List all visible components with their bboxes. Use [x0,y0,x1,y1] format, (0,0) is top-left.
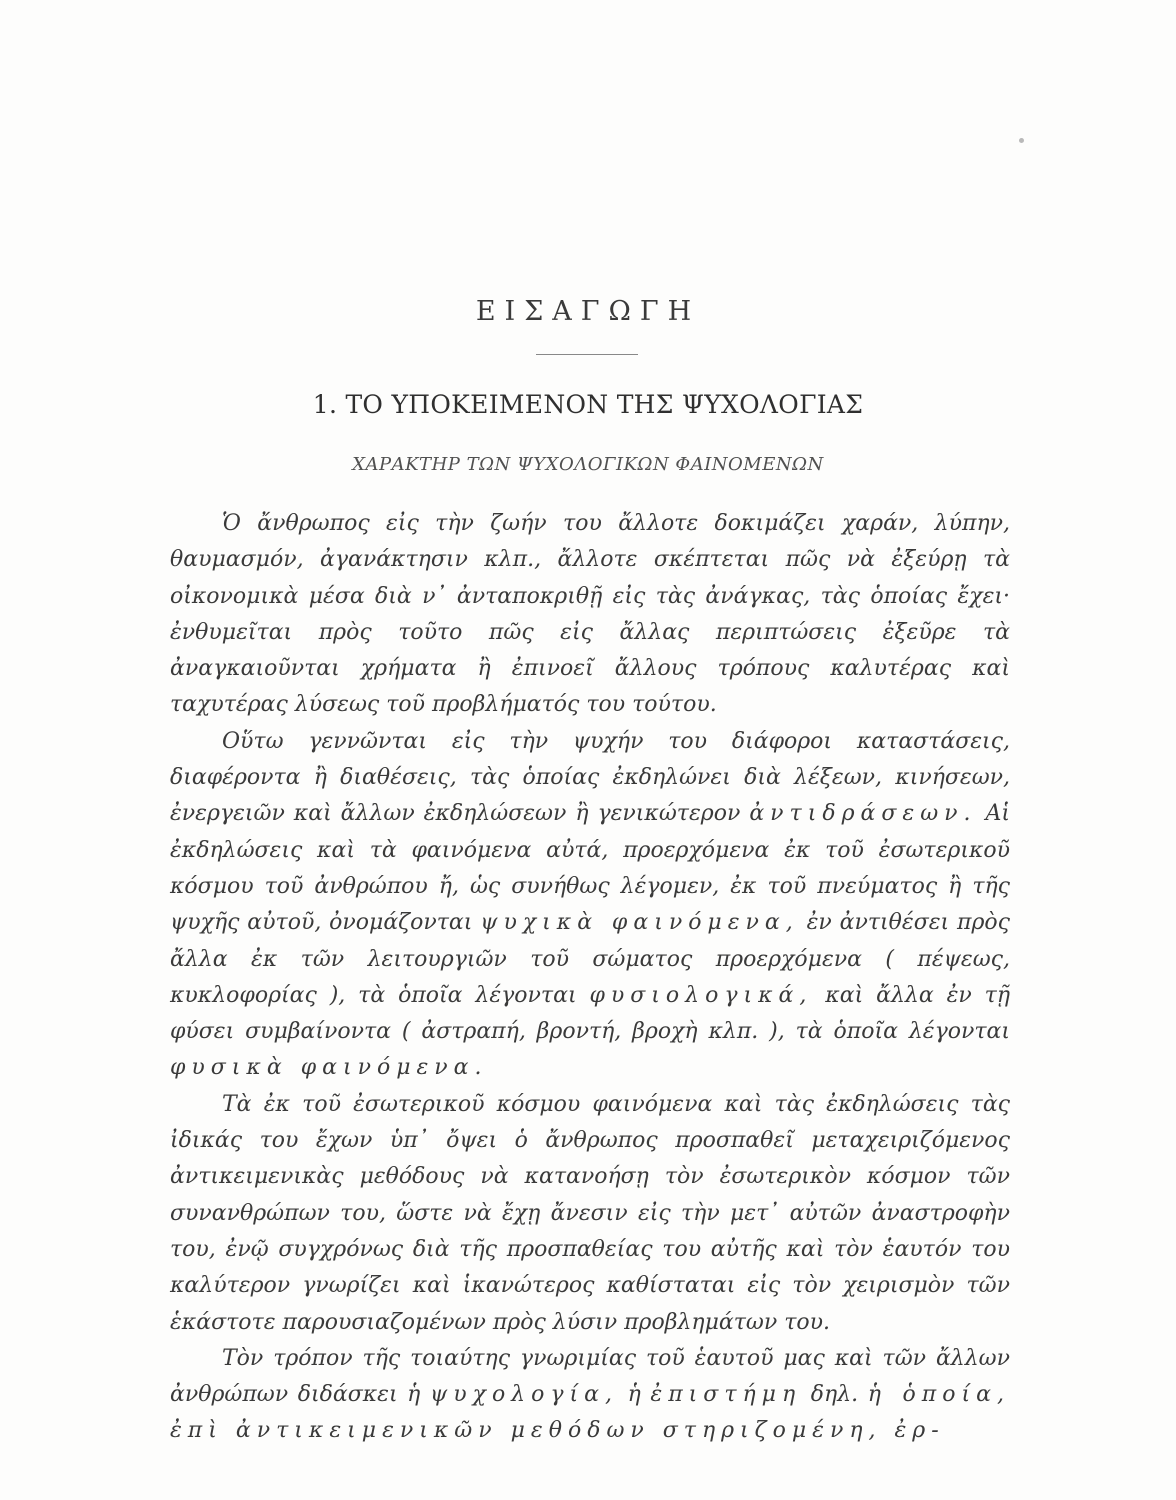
paragraph-4 [170,1341,1010,1450]
paragraph-2-text-a: Οὕτω γεννῶνται εἰς τὴν ψυχήν του διάφοροι καταστάσεις, διαφέροντα ἢ διαθέσεις, τὰς ὁποίας ἐκδηλώνει διὰ λέξεων, κινήσεων, ἐνεργειῶν καὶ ἄλλων ἐκδηλώσεων ἢ γενικώτερον [170,728,1010,827]
body-text [170,506,1010,1450]
emphasis-reactions: ἀντιδράσεων. [749,801,977,827]
emphasis-science: ἐπιστήμη [650,1382,802,1408]
paragraph-2-text-c: ἐν ἀντιθέσει πρὸς ἄλλα ἐκ τῶν λειτουργιῶν τοῦ σώματος προερχόμενα ( πέψεως, κυκλοφορίας ), τὰ ὁποῖα λέγονται [170,910,1010,1008]
paragraph-4-text-a: Τὸν τρόπον τῆς τοιαύτης γνωριμίας τοῦ ἑαυτοῦ μας καὶ τῶν ἄλλων ἀνθρώπων διδάσκει ἡ [170,1345,1010,1408]
emphasis-psychic-phenomena: ψυχικὰ φαινόμενα, [480,910,799,936]
emphasis-physiological: φυσιολογικά, [589,982,813,1008]
emphasis-which-relies: ἡ ὁποία, ἐπὶ ἀντικειμενικῶν μεθόδων στηριζομένη, ἐρ- [170,1382,1010,1444]
paragraph-4-text-c: δηλ. [810,1382,859,1408]
paragraph-1: Ὁ ἄνθρωπος εἰς τὴν ζωήν του ἄλλοτε δοκιμάζει χαράν, λύπην, θαυμασμόν, ἀγανάκτησιν κλπ., ἄλλοτε σκέπτεται πῶς νὰ ἐξεύρῃ τὰ οἰκονομικὰ μέσα διὰ ν᾽ ἀνταποκριθῇ εἰς τὰς ἀνάγκας, τὰς ὁποίας ἔχει· ἐνθυμεῖται πρὸς τοῦτο πῶς εἰς ἄλλας περιπτώσεις ἐξεῦρε τὰ ἀναγκαιοῦνται χρήματα ἢ ἐπινοεῖ ἄλλους τρόπους καλυτέρας καὶ ταχυτέρας λύσεως τοῦ προβλήματός του τούτου. [170,511,1010,718]
chapter-heading: ΕΙΣΑΓΩΓΗ [475,296,701,327]
paragraph-2 [170,724,1010,1087]
emphasis-psychology: ψυχολογία, [429,1382,618,1408]
heading-rule [536,354,638,355]
section-title: 1. ΤΟ ΥΠΟΚΕΙΜΕΝΟΝ ΤΗΣ ΨΥΧΟΛΟΓΙΑΣ [312,390,864,419]
paragraph-3: Τὰ ἐκ τοῦ ἐσωτερικοῦ κόσμου φαινόμενα καὶ τὰς ἐκδηλώσεις τὰς ἰδικάς του ἔχων ὑπ᾽ ὄψει ὁ ἄνθρωπος προσπαθεῖ μεταχειριζόμενος ἀντικειμενικὰς μεθόδους νὰ κατανοήσῃ τὸν ἐσωτερικὸν κόσμον τῶν συνανθρώπων του, ὥστε νὰ ἔχῃ ἄνεσιν εἰς τὴν μετ᾽ αὐτῶν ἀναστροφὴν του, ἐνῷ συγχρόνως διὰ τῆς προσπαθείας του αὐτῆς καὶ τὸν ἑαυτόν του καλύτερον γνωρίζει καὶ ἱκανώτερος καθίσταται εἰς τὸν χειρισμὸν τῶν ἑκάστοτε παρουσιαζομένων πρὸς λύσιν προβλημάτων του. [170,1091,1010,1335]
scan-speck [1019,138,1024,143]
paragraph-2-text-d: καὶ ἄλλα ἐν τῇ φύσει συμβαίνοντα ( ἀστραπή, βροντή, βροχὴ κλπ. ), τὰ ὁποῖα λέγονται [170,982,1011,1045]
paragraph-2-text-b: Αἱ ἐκδηλώσεις καὶ τὰ φαινόμενα αὐτά, προερχόμενα ἐκ τοῦ ἐσωτερικοῦ κόσμου τοῦ ἀνθρώπου ἤ, ὡς συνήθως λέγομεν, ἐκ τοῦ πνεύματος ἢ τῆς ψυχῆς αὐτοῦ, ὀνομάζονται [170,801,1010,936]
paragraph-4-text-b: ἡ [627,1382,641,1408]
emphasis-physical-phenomena: φυσικὰ φαινόμενα. [170,1055,488,1081]
section-subtitle: ΧΑΡΑΚΤΗΡ ΤΩΝ ΨΥΧΟΛΟΓΙΚΩΝ ΦΑΙΝΟΜΕΝΩΝ [352,454,824,475]
